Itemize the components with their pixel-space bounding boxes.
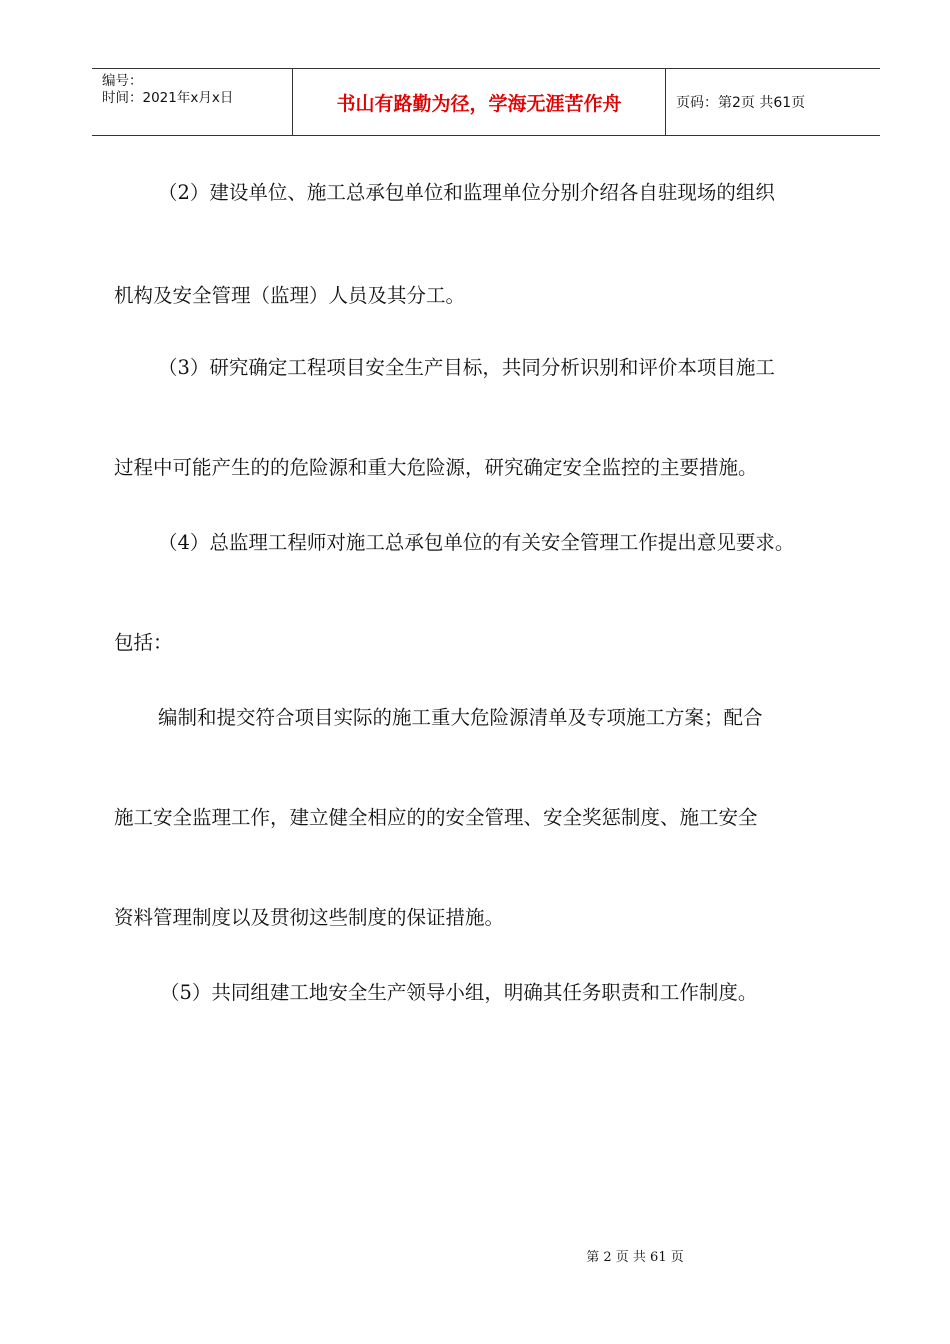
document-time-label: 时间：2021年x月x日 <box>102 90 234 106</box>
document-number-label: 编号： <box>102 73 143 89</box>
body-line-10: （5）共同组建工地安全生产领导小组，明确其任务职责和工作制度。 <box>160 981 758 1004</box>
body-line-1: （2）建设单位、施工总承包单位和监理单位分别介绍各自驻现场的组织 <box>158 181 775 204</box>
body-line-8: 施工安全监理工作，建立健全相应的的安全管理、安全奖惩制度、施工安全 <box>114 806 758 829</box>
body-line-7: 编制和提交符合项目实际的施工重大危险源清单及专项施工方案；配合 <box>158 706 763 729</box>
body-line-3: （3）研究确定工程项目安全生产目标，共同分析识别和评价本项目施工 <box>158 356 775 379</box>
header-motto: 书山有路勤为径，学海无涯苦作舟 <box>293 69 666 135</box>
page-header <box>92 68 880 136</box>
page-footer: 第 2 页 共 61 页 <box>586 1250 684 1265</box>
header-page-info: 页码：第2页 共61页 <box>676 95 806 111</box>
header-meta <box>92 69 293 135</box>
body-line-9: 资料管理制度以及贯彻这些制度的保证措施。 <box>114 906 505 929</box>
body-line-5: （4）总监理工程师对施工总承包单位的有关安全管理工作提出意见要求。 <box>158 531 795 554</box>
body-line-2: 机构及安全管理（监理）人员及其分工。 <box>114 284 466 307</box>
body-line-4: 过程中可能产生的的危险源和重大危险源，研究确定安全监控的主要措施。 <box>114 456 758 479</box>
body-line-6: 包括： <box>114 631 173 654</box>
